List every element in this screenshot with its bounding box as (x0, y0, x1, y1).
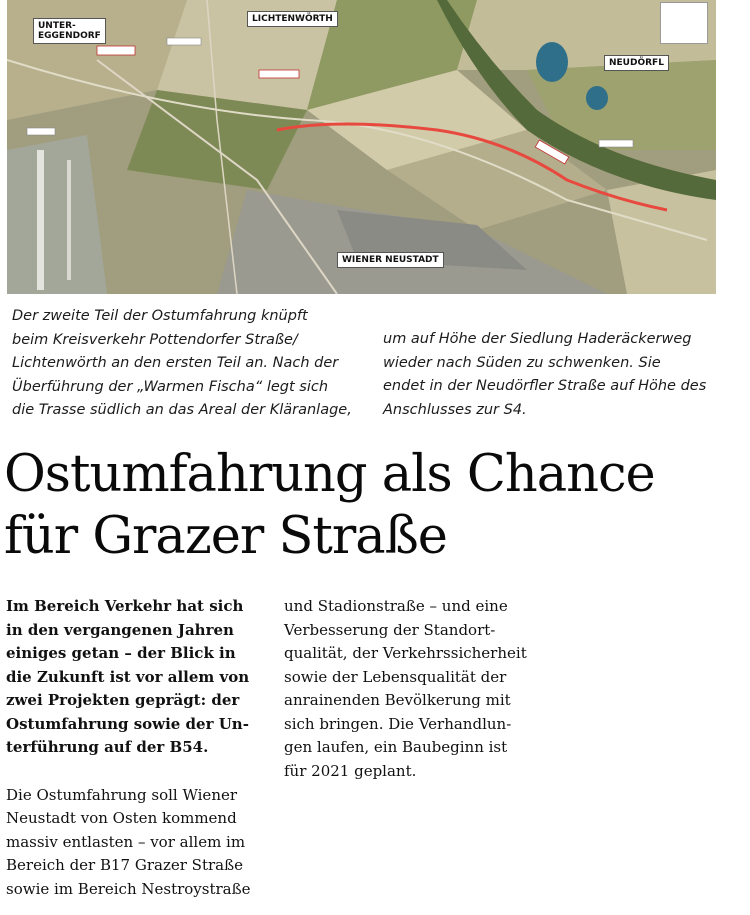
lead-line: terführung auf der B54. (6, 738, 209, 756)
caption-line: Überführung der „Warmen Fischa“ legt sich (12, 378, 329, 395)
body-line: für 2021 geplant. (284, 761, 417, 780)
map-caption-left (12, 305, 372, 423)
map-label-neudoerfl: NEUDÖRFL (604, 55, 669, 71)
body-line: gen laufen, ein Baubeginn ist (284, 738, 508, 756)
article-headline (4, 444, 750, 568)
map-label-wiener-neustadt: WIENER NEUSTADT (337, 252, 444, 268)
caption-line: Lichtenwörth an den ersten Teil an. Nach der (12, 355, 339, 372)
map-graphic (7, 0, 716, 294)
map-label-line: UNTER- (38, 21, 76, 31)
lead-line: Im Bereich Verkehr hat sich (6, 597, 244, 615)
body-line: und Stadionstraße – und eine (284, 597, 508, 615)
lead-line: in den vergangenen Jahren (6, 620, 234, 639)
article-body-left (6, 784, 262, 902)
body-line: massiv entlasten – vor allem im (6, 832, 246, 851)
caption-line: um auf Höhe der Siedlung Haderäckerweg (383, 331, 692, 347)
body-line: Neustadt von Osten kommend (6, 809, 237, 827)
aerial-route-map (7, 0, 716, 294)
caption-line: die Trasse südlich an das Areal der Kläranlage, (12, 402, 352, 419)
map-label-unter-eggendorf (33, 18, 106, 44)
headline-line-1: Ostumfahrung als Chance (4, 445, 655, 504)
body-line: Die Ostumfahrung soll Wiener (6, 785, 238, 804)
body-line: qualität, der Verkehrssicherheit (284, 644, 527, 662)
body-line: sowie der Lebensqualität der (284, 667, 507, 686)
body-line: sich bringen. Die Verhandlun- (284, 714, 512, 733)
caption-line: Anschlusses zur S4. (383, 401, 527, 418)
lead-line: einiges getan – der Blick in (6, 644, 236, 662)
lead-line: die Zukunft ist vor allem von (6, 667, 250, 686)
caption-line: Der zweite Teil der Ostumfahrung knüpft (12, 308, 308, 324)
body-line: Bereich der B17 Grazer Straße (6, 856, 243, 874)
caption-line: beim Kreisverkehr Pottendorfer Straße/ (12, 331, 298, 348)
map-legend (660, 2, 708, 44)
article-column-left (6, 595, 262, 901)
caption-line: wieder nach Süden zu schwenken. Sie (383, 354, 661, 371)
map-caption-right (383, 328, 728, 422)
article-lead (6, 595, 262, 760)
caption-line: endet in der Neudörfler Straße auf Höhe des (383, 378, 707, 395)
body-line: sowie im Bereich Nestroystraße (6, 879, 251, 898)
map-label-lichtenwoerth: LICHTENWÖRTH (247, 11, 338, 27)
headline-line-2: für Grazer Straße (4, 507, 447, 566)
lead-line: zwei Projekten geprägt: der (6, 691, 240, 709)
lead-line: Ostumfahrung sowie der Un- (6, 714, 249, 733)
article-column-right (284, 595, 540, 783)
body-line: anrainenden Bevölkerung mit (284, 691, 511, 709)
map-label-line: EGGENDORF (38, 31, 101, 41)
body-line: Verbesserung der Standort- (284, 620, 496, 639)
